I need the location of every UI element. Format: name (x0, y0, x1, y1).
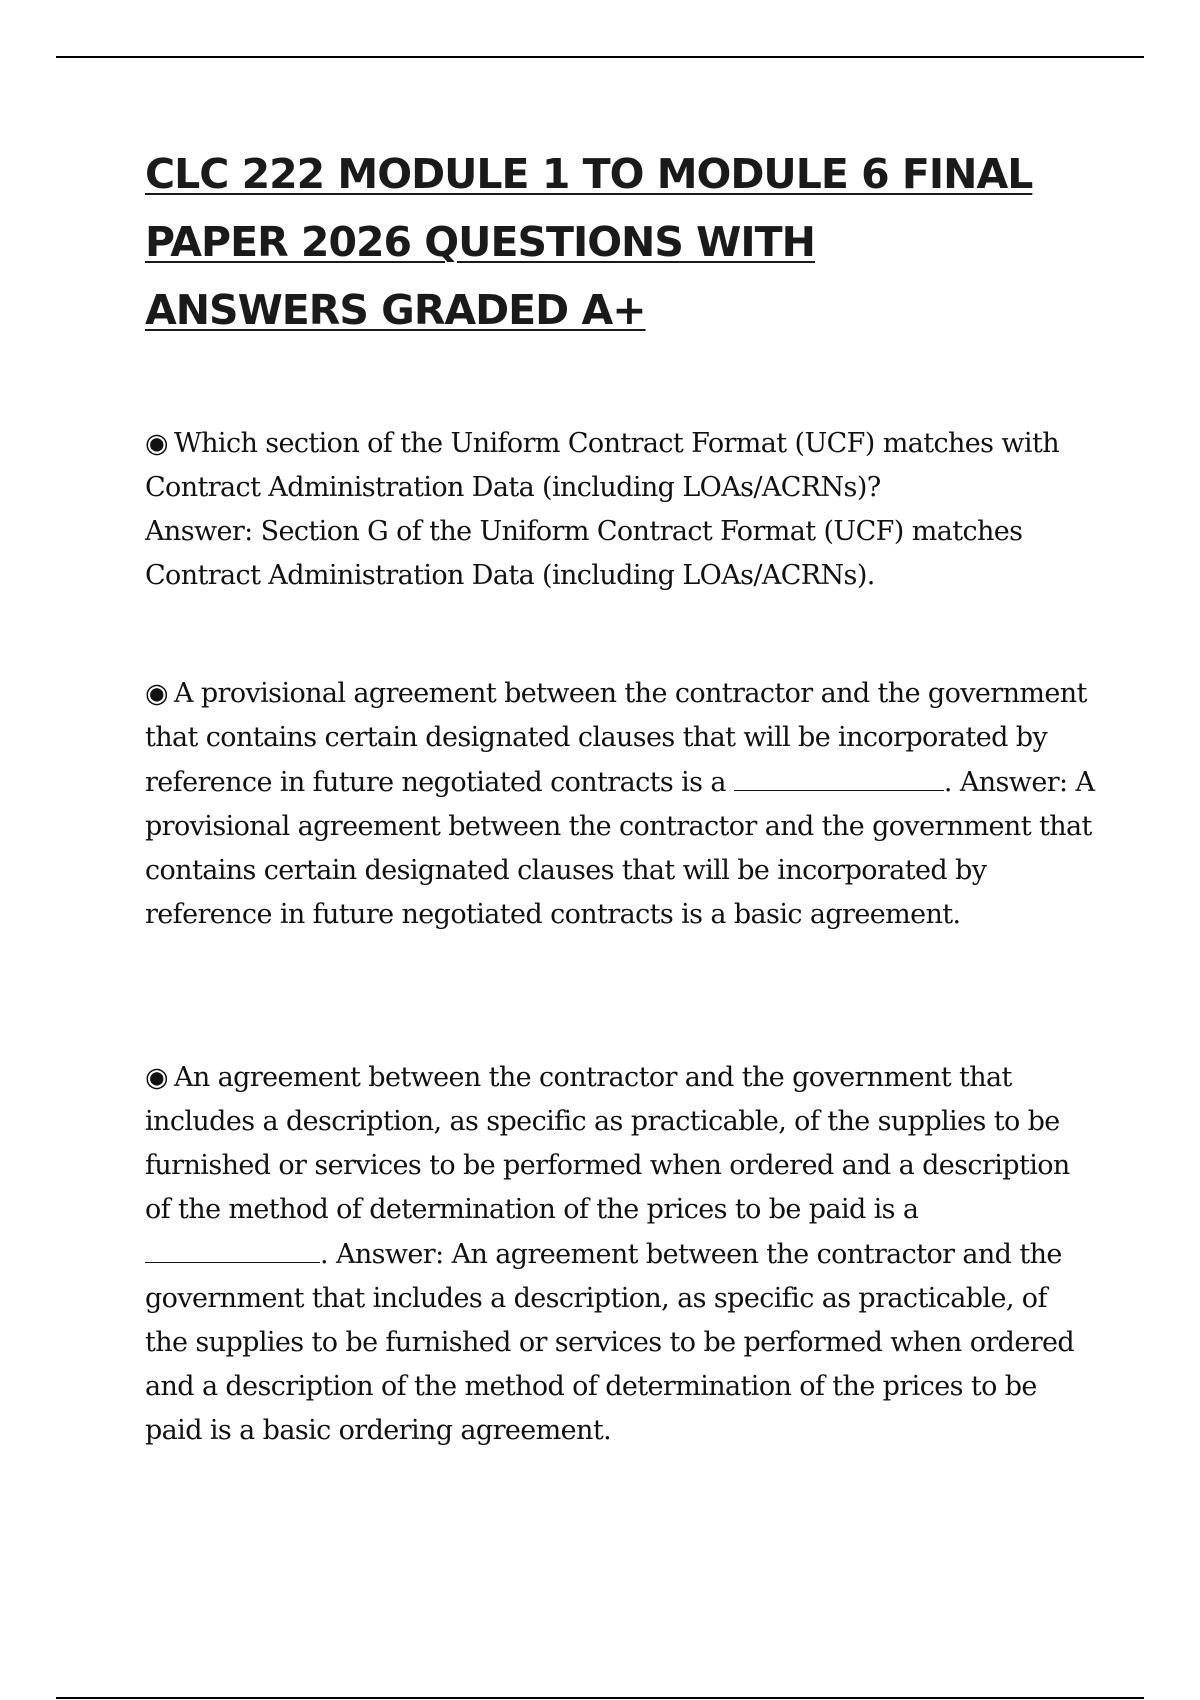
fill-in-blank (145, 1232, 320, 1263)
qa-item-3 (145, 1056, 1095, 1453)
question-text-end: . (943, 767, 952, 798)
qa-item-1 (145, 422, 1095, 598)
question-text: Which section of the Uniform Contract Format (UCF) matches with Contract Administration Data (including LOAs/ACRNs)? (145, 428, 1059, 503)
answer-text: Answer: Section G of the Uniform Contract Format (UCF) matches Contract Administration Data (including LOAs/ACRNs). (145, 516, 1023, 591)
question-text: A provisional agreement between the contractor and the government that contains certain designated clauses that will be incorporated by reference in future negotiated contracts is a (145, 678, 1087, 798)
answer-text: Answer: An agreement between the contractor and the government that includes a description, as specific as practicable, of the supplies to be furnished or services to be performed when ordered and a description of the method of determination of the prices to be paid is a basic ordering agreement. (145, 1239, 1075, 1446)
bullet-icon: ◉ (145, 678, 168, 709)
qa-item-2 (145, 672, 1095, 937)
answer-text: Answer: A provisional agreement between the contractor and the government that contains certain designated clauses that will be incorporated by reference in future negotiated contracts is a basic agreement. (145, 767, 1095, 930)
bullet-icon: ◉ (145, 1062, 168, 1093)
top-divider (56, 56, 1144, 58)
fill-in-blank (734, 760, 944, 791)
question-text-end: . (320, 1239, 328, 1270)
bottom-divider (56, 1697, 1144, 1699)
document-title: CLC 222 MODULE 1 TO MODULE 6 FINAL PAPER 2026 QUESTIONS WITH ANSWERS GRADED A+ (145, 150, 1033, 334)
question-text: An agreement between the contractor and the government that includes a description, as specific as practicable, of the supplies to be furnished or services to be performed when ordered and a description of the method of determination of the prices to be paid is a (145, 1062, 1070, 1225)
bullet-icon: ◉ (145, 428, 168, 459)
